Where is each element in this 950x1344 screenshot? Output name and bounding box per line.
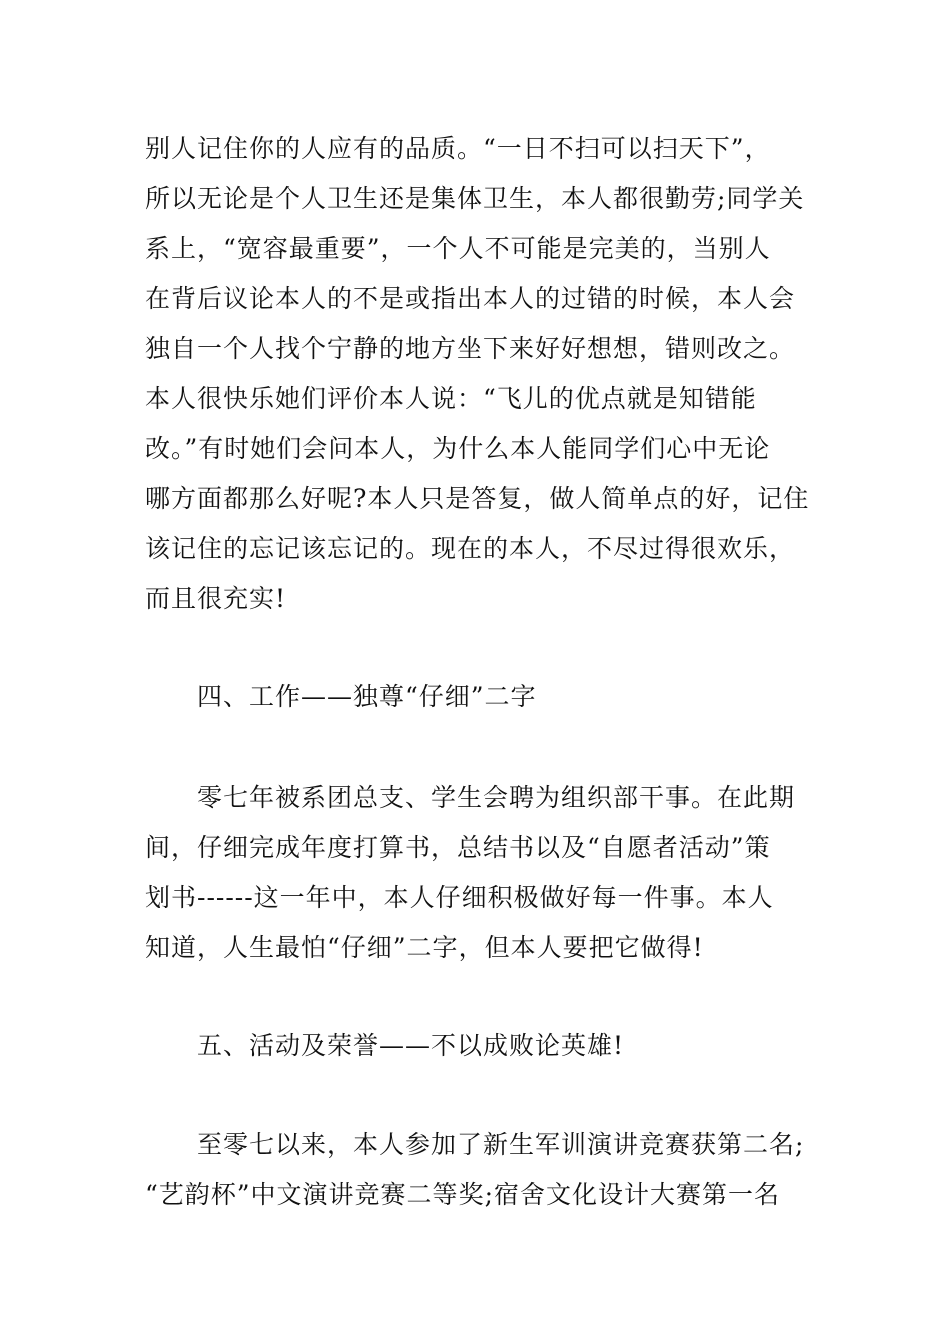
- heading-text: 五、活动及荣誉——不以成败论英雄!: [197, 1031, 625, 1060]
- text-line: 独自一个人找个宁静的地方坐下来好好想想，错则改之。: [145, 334, 796, 363]
- paragraph-conduct: [145, 124, 810, 624]
- text-line: 而且很充实!: [145, 584, 287, 613]
- text-line: 所以无论是个人卫生还是集体卫生，本人都很勤劳;同学关: [145, 184, 805, 213]
- text-line: 知道，人生最怕“仔细”二字，但本人要把它做得!: [145, 933, 704, 962]
- heading-text: 四、工作——独尊“仔细”二字: [197, 682, 537, 711]
- text-line: “艺韵杯”中文演讲竞赛二等奖;宿舍文化设计大赛第一名: [145, 1180, 780, 1209]
- text-line: 该记住的忘记该忘记的。现在的本人，不尽过得很欢乐，: [145, 534, 796, 563]
- text-line: 系上，“宽容最重要”，一个人不可能是完美的，当别人: [145, 234, 771, 263]
- text-line: 在背后议论本人的不是或指出本人的过错的时候，本人会: [145, 284, 796, 313]
- text-line: 本人很快乐她们评价本人说：“飞儿的优点就是知错能: [145, 384, 757, 413]
- text-line: 至零七以来，本人参加了新生军训演讲竞赛获第二名;: [197, 1130, 805, 1159]
- paragraph-activities: [145, 1120, 810, 1220]
- text-line: 哪方面都那么好呢?本人只是答复，做人简单点的好，记住: [145, 484, 810, 513]
- paragraph-work: [145, 773, 810, 973]
- text-line: 划书------这一年中，本人仔细积极做好每一件事。本人: [145, 883, 774, 912]
- text-line: 间，仔细完成年度打算书，总结书以及“自愿者活动”策: [145, 833, 771, 862]
- text-line: 别人记住你的人应有的品质。“一日不扫可以扫天下”，: [145, 134, 771, 163]
- text-line: 零七年被系团总支、学生会聘为组织部干事。在此期: [197, 783, 796, 812]
- text-line: 改。”有时她们会问本人，为什么本人能同学们心中无论: [145, 434, 771, 463]
- section-heading-activities: [145, 1021, 810, 1071]
- section-heading-work: [145, 672, 810, 722]
